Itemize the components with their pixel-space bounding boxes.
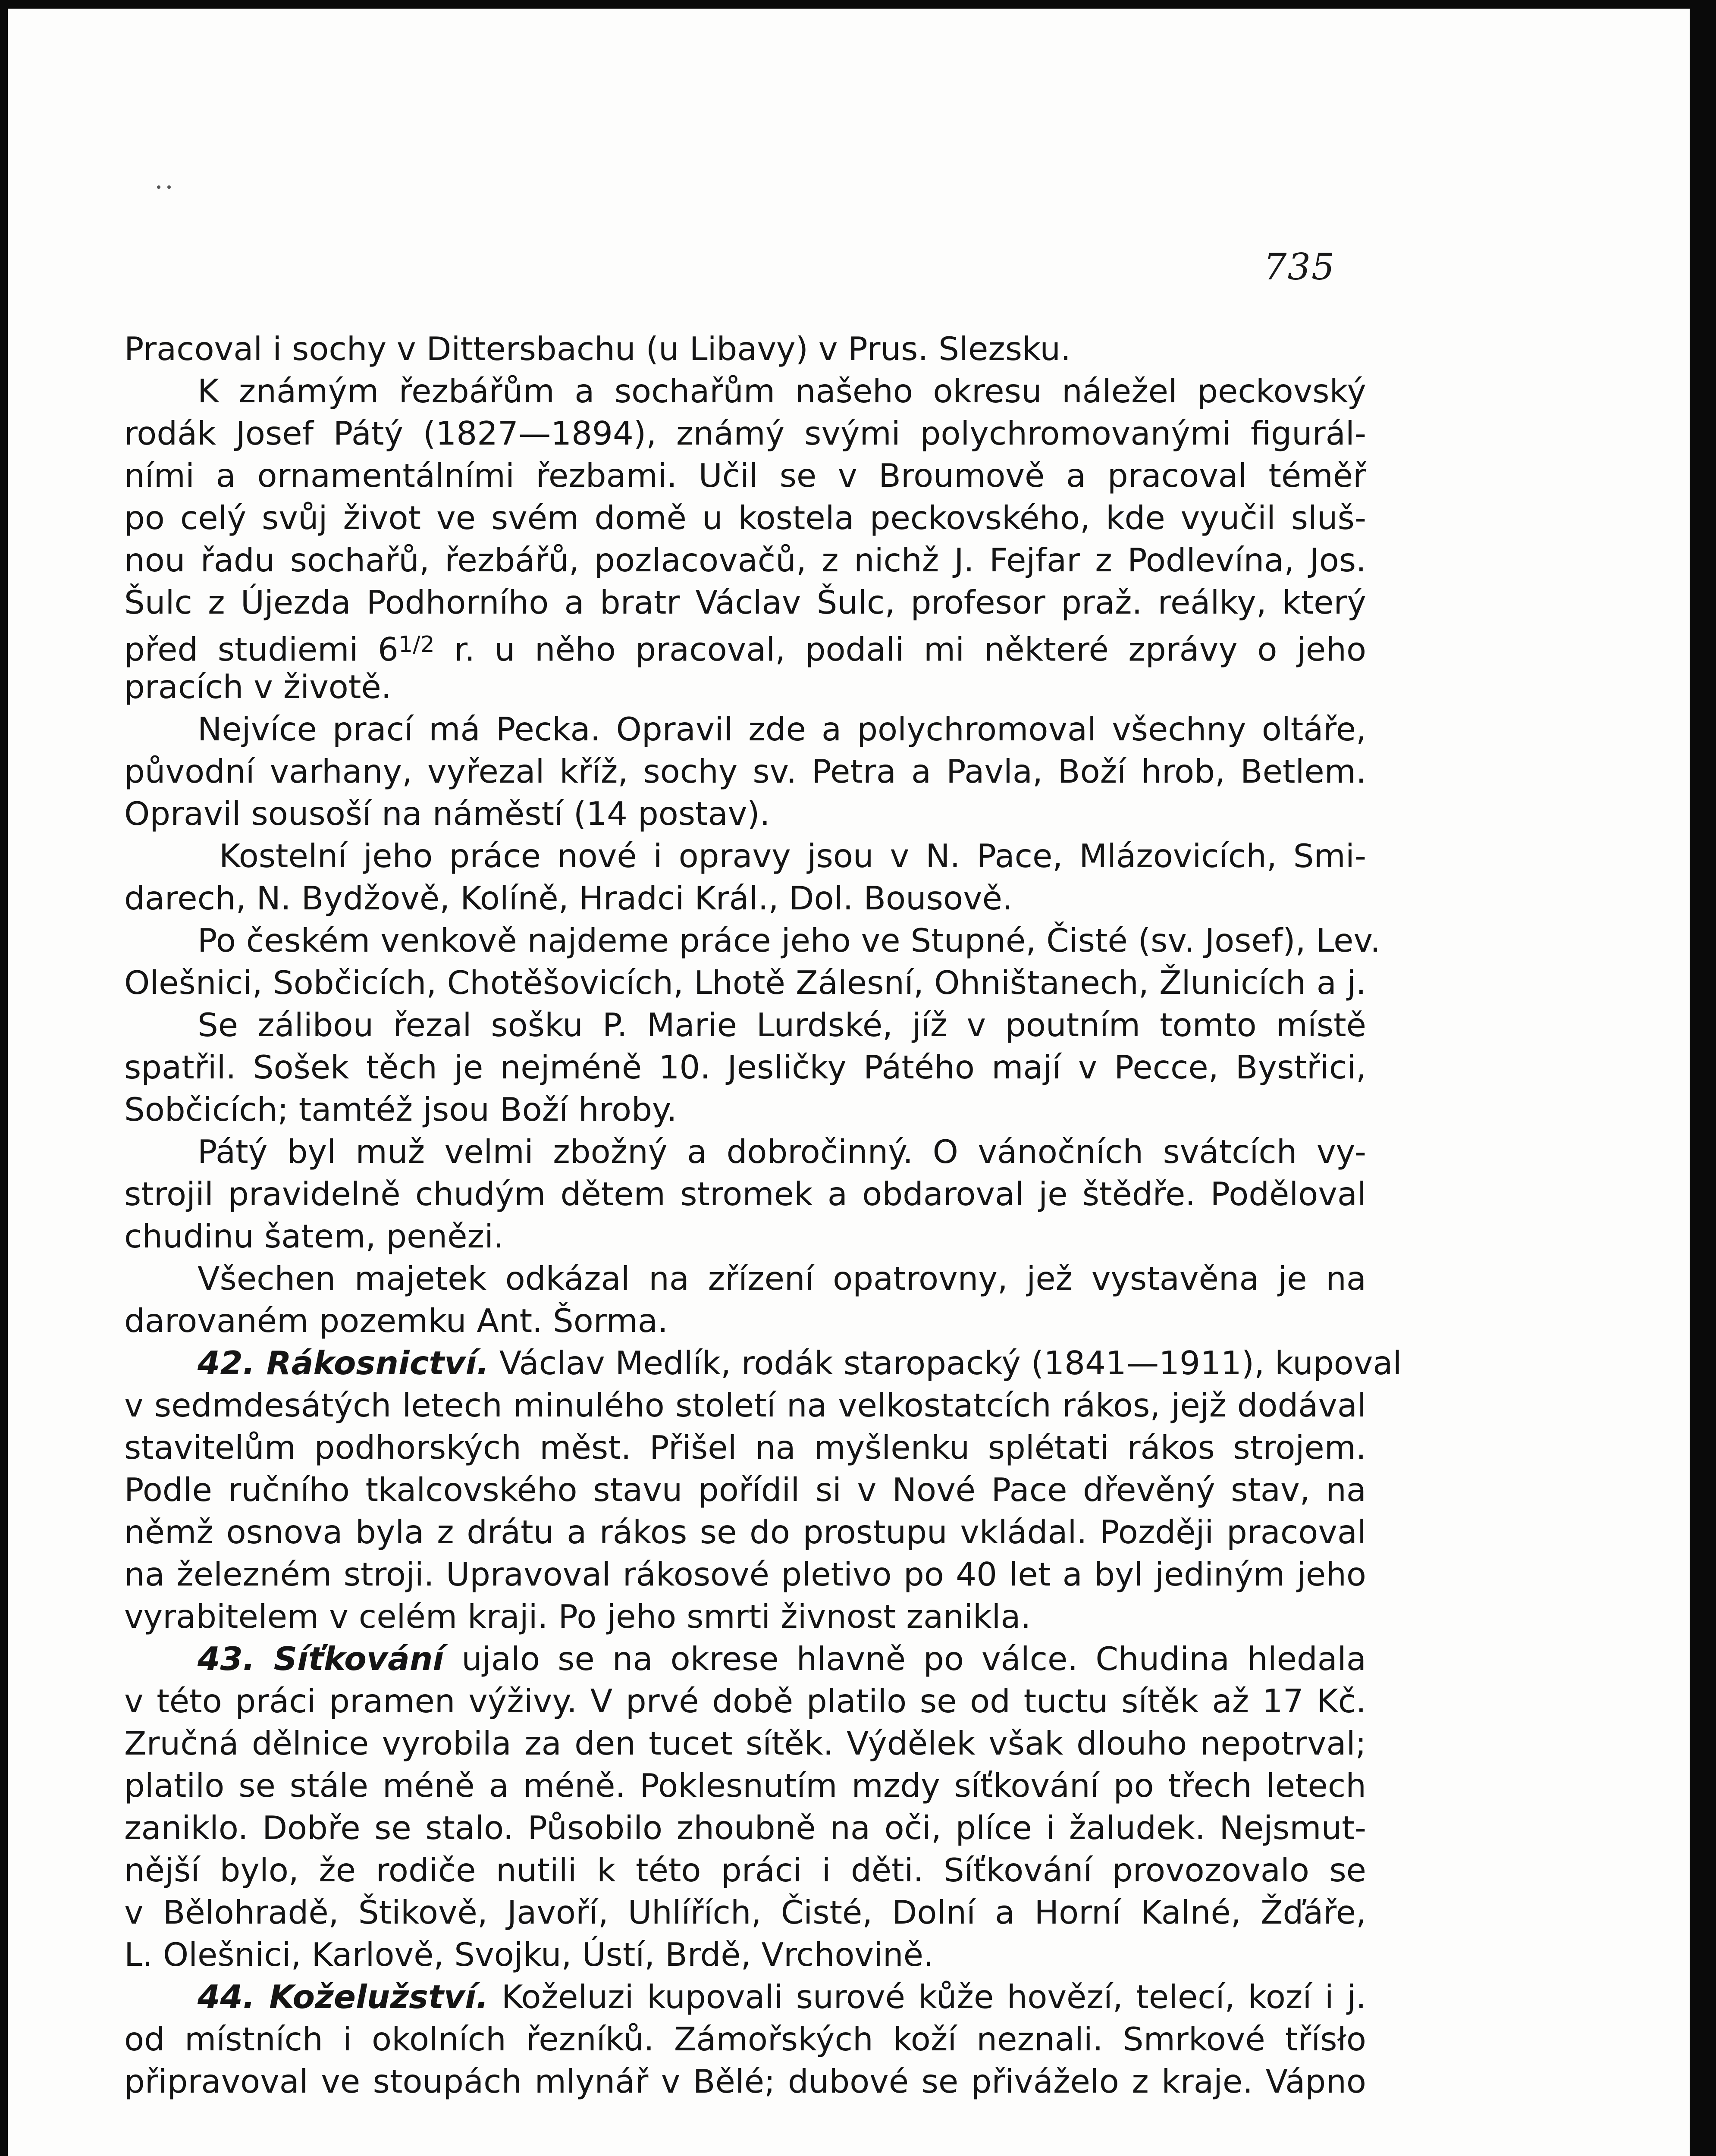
line-text: ními a ornamentálními řezbami. Učil se v Broumově a pracoval téměř bbox=[124, 457, 1366, 495]
line-text: Všechen majetek odkázal na zřízení opatrovny, jež vystavěna je na bbox=[198, 1260, 1366, 1297]
text-line bbox=[124, 1638, 1366, 1680]
line-text: Václav Medlík, rodák staropacký (1841—1911), kupoval bbox=[489, 1344, 1402, 1382]
line-text: v této práci pramen výživy. V prvé době platilo se od tuctu sítěk až 17 Kč. bbox=[124, 1682, 1366, 1720]
text-line bbox=[124, 835, 1366, 877]
line-text: po celý svůj život ve svém domě u kostela peckovského, kde vyučil sluš- bbox=[124, 499, 1366, 537]
line-text: stavitelům podhorských měst. Přišel na myšlenku splétati rákos strojem. bbox=[124, 1429, 1366, 1467]
line-text: Šulc z Újezda Podhorního a bratr Václav Šulc, profesor praž. reálky, který bbox=[124, 583, 1366, 621]
text-line bbox=[124, 328, 1366, 370]
text-line bbox=[124, 1934, 1366, 1976]
text-line bbox=[124, 1046, 1366, 1088]
text-line bbox=[124, 2060, 1366, 2103]
text-line bbox=[124, 1342, 1402, 1384]
fraction: 1/2 bbox=[398, 632, 435, 658]
text-line bbox=[124, 750, 1366, 793]
scan-speck bbox=[167, 185, 171, 189]
text-line bbox=[124, 412, 1366, 454]
text-line bbox=[124, 962, 1366, 1004]
page-number: 735 bbox=[1264, 246, 1336, 288]
text-line bbox=[124, 708, 1366, 750]
section-heading: 43. Síťkování bbox=[198, 1640, 444, 1678]
line-text: zaniklo. Dobře se stalo. Působilo zhoubně na oči, plíce i žaludek. Nejsmut- bbox=[124, 1809, 1366, 1847]
line-text: pracích v životě. bbox=[124, 668, 392, 706]
text-line bbox=[124, 1004, 1366, 1046]
text-line bbox=[124, 1173, 1366, 1215]
text-line bbox=[124, 1891, 1366, 1934]
book-page bbox=[8, 9, 1690, 2156]
text-line bbox=[124, 1764, 1366, 1807]
text-line bbox=[124, 1595, 1366, 1638]
line-text: chudinu šatem, penězi. bbox=[124, 1217, 504, 1255]
text-line bbox=[124, 624, 1366, 666]
line-text: strojil pravidelně chudým dětem stromek a obdaroval je štědře. Poděloval bbox=[124, 1175, 1366, 1213]
text-line bbox=[124, 666, 1366, 708]
line-text: Se zálibou řezal sošku P. Marie Lurdské, jíž v poutním tomto místě bbox=[198, 1006, 1366, 1044]
text-line bbox=[124, 1131, 1366, 1173]
text-line bbox=[124, 454, 1366, 497]
line-text: Nejvíce prací má Pecka. Opravil zde a polychromoval všechny oltáře, bbox=[198, 710, 1366, 748]
text-line bbox=[124, 1300, 1366, 1342]
text-line bbox=[124, 1849, 1366, 1891]
text-line bbox=[124, 539, 1366, 581]
text-line bbox=[124, 1257, 1366, 1300]
line-text: darovaném pozemku Ant. Šorma. bbox=[124, 1302, 668, 1340]
line-text: spatřil. Sošek těch je nejméně 10. Jesličky Pátého mají v Pecce, Bystřici, bbox=[124, 1048, 1366, 1086]
text-line bbox=[124, 1088, 1366, 1131]
line-text: před studiemi 6 bbox=[124, 630, 398, 668]
text-line bbox=[124, 497, 1366, 539]
text-line bbox=[124, 1807, 1366, 1849]
line-text: Pracoval i sochy v Dittersbachu (u Libavy) v Prus. Slezsku. bbox=[124, 330, 1071, 368]
line-text: vyrabitelem v celém kraji. Po jeho smrti živnost zanikla. bbox=[124, 1598, 1031, 1636]
text-line bbox=[124, 1680, 1366, 1722]
line-text: připravoval ve stoupách mlynář v Bělé; dubové se přiváželo z kraje. Vápno bbox=[124, 2062, 1366, 2100]
text-line bbox=[124, 1215, 1366, 1257]
line-text: na železném stroji. Upravoval rákosové pletivo po 40 let a byl jediným jeho bbox=[124, 1555, 1366, 1593]
scan-speck bbox=[157, 185, 160, 189]
line-text: Kostelní jeho práce nové i opravy jsou v N. Pace, Mlázovicích, Smi- bbox=[219, 837, 1366, 875]
text-line bbox=[124, 581, 1366, 624]
text-line bbox=[124, 1553, 1366, 1595]
line-text: němž osnova byla z drátu a rákos se do prostupu vkládal. Později pracoval bbox=[124, 1513, 1366, 1551]
line-text: ujalo se na okrese hlavně po válce. Chudina hledala bbox=[444, 1640, 1366, 1678]
line-text: darech, N. Bydžově, Kolíně, Hradci Král., Dol. Bousově. bbox=[124, 879, 1013, 917]
line-text: Sobčicích; tamtéž jsou Boží hroby. bbox=[124, 1091, 677, 1128]
line-text: Zručná dělnice vyrobila za den tucet sítěk. Výdělek však dlouho nepotrval; bbox=[124, 1724, 1366, 1762]
text-line bbox=[124, 877, 1366, 919]
section-heading: 44. Koželužství. bbox=[198, 1978, 489, 2016]
text-line bbox=[124, 1384, 1366, 1426]
text-line bbox=[124, 2018, 1366, 2060]
section-heading: 42. Rákosnictví. bbox=[198, 1344, 489, 1382]
text-line bbox=[124, 919, 1381, 962]
text-line bbox=[124, 1469, 1366, 1511]
line-text: nější bylo, že rodiče nutili k této práci i děti. Síťkování provozovalo se bbox=[124, 1851, 1366, 1889]
line-text-after: r. u něho pracoval, podali mi některé zprávy o jeho bbox=[434, 630, 1367, 668]
line-text: Podle ručního tkalcovského stavu pořídil si v Nové Pace dřevěný stav, na bbox=[124, 1471, 1366, 1509]
text-line bbox=[124, 1511, 1366, 1553]
text-line bbox=[124, 1976, 1366, 2018]
line-text: v sedmdesátých letech minulého století na velkostatcích rákos, jejž dodával bbox=[124, 1386, 1366, 1424]
line-text: od místních i okolních řezníků. Zámořských koží neznali. Smrkové třísło bbox=[124, 2020, 1366, 2058]
line-text: v Bělohradě, Štikově, Javoří, Uhlířích, Čisté, Dolní a Horní Kalné, Žďáře, bbox=[124, 1893, 1366, 1931]
line-text: Koželuzi kupovali surové kůže hovězí, telecí, kozí i j. bbox=[488, 1978, 1366, 2016]
line-text: K známým řezbářům a sochařům našeho okresu náležel peckovský bbox=[198, 372, 1366, 410]
line-text: Opravil sousoší na náměstí (14 postav). bbox=[124, 795, 770, 833]
page-body-text bbox=[124, 328, 1402, 2103]
text-line bbox=[124, 1426, 1366, 1469]
line-text: rodák Josef Pátý (1827—1894), známý svými polychromovanými figurál- bbox=[124, 414, 1366, 452]
text-line bbox=[124, 793, 1366, 835]
line-text: L. Olešnici, Karlově, Svojku, Ústí, Brdě, Vrchovině. bbox=[124, 1936, 934, 1974]
line-text: původní varhany, vyřezal kříž, sochy sv. Petra a Pavla, Boží hrob, Betlem. bbox=[124, 752, 1366, 790]
line-text: Po českém venkově najdeme práce jeho ve Stupné, Čisté (sv. Josef), Lev. bbox=[198, 921, 1381, 959]
text-line bbox=[124, 370, 1366, 412]
line-text: platilo se stále méně a méně. Poklesnutím mzdy síťkování po třech letech bbox=[124, 1767, 1366, 1805]
line-text: Pátý byl muž velmi zbožný a dobročinný. O vánočních svátcích vy- bbox=[198, 1133, 1366, 1171]
line-text: nou řadu sochařů, řezbářů, pozlacovačů, z nichž J. Fejfar z Podlevína, Jos. bbox=[124, 541, 1366, 579]
line-text: Olešnici, Sobčicích, Chotěšovicích, Lhotě Zálesní, Ohništanech, Žlunicích a j. bbox=[124, 964, 1366, 1002]
scan-border-top bbox=[0, 0, 1716, 9]
text-line bbox=[124, 1722, 1366, 1764]
